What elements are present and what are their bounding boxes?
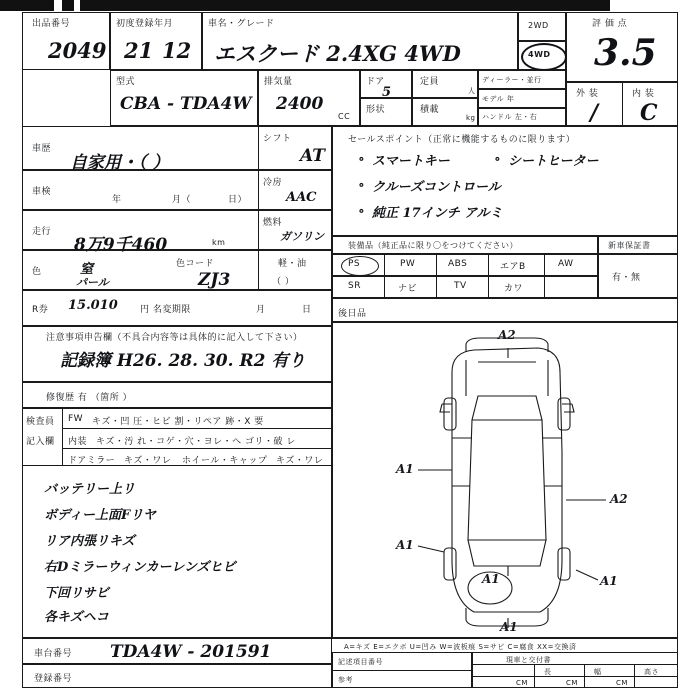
equipment-title: 装備品（純正品に限り〇をつけてください） xyxy=(348,241,518,250)
interior-value: C xyxy=(640,100,658,126)
model-year-label: モデル 年 xyxy=(482,95,515,103)
sales-point-title: セールスポイント（正常に機能するものに限ります） xyxy=(348,135,576,145)
hand-note-2: リア内張リキズ xyxy=(44,534,135,549)
grade-value: 3.5 xyxy=(594,32,657,74)
sales-point-bullet-0: ∘ xyxy=(358,152,365,167)
footer-unit-3: CM xyxy=(616,679,628,687)
footer-unit-1: CM xyxy=(516,679,528,687)
sales-point-item-2: クルーズコントロール xyxy=(372,180,501,195)
sales-point-item-1: シートヒーター xyxy=(508,154,599,169)
inspector-inner: キズ・汚 れ・コゲ・穴・ヨレ・へ ゴリ・破 レ xyxy=(96,437,296,447)
color-value: 窒 xyxy=(80,262,94,277)
diagram-mark-a2-right: A2 xyxy=(610,492,628,506)
sales-point-bullet-3: ∘ xyxy=(358,204,365,219)
tax-label: 円 名変期限 xyxy=(140,305,191,315)
footer-small-left-h xyxy=(332,670,472,671)
ac-label: 冷房 xyxy=(263,178,283,188)
later-label: 後日品 xyxy=(338,309,367,319)
fuel-sub-value: （ ） xyxy=(272,277,295,287)
inspector-fw-label: FW xyxy=(68,414,84,424)
inspector-wheel: キズ・ワレ xyxy=(276,456,324,466)
shift-value: AT xyxy=(300,146,325,166)
type-label: 型式 xyxy=(116,77,136,87)
repair-label: 修復歴 有 （箇所 ） xyxy=(46,393,133,403)
notes-value: 記録簿 H26. 28. 30. R2 有り xyxy=(60,351,306,371)
footer-col-v2 xyxy=(584,664,585,688)
tax-day: 日 xyxy=(302,305,312,315)
diagram-mark-a1-right: A1 xyxy=(600,574,618,588)
hand-note-5: 各キズヘコ xyxy=(44,610,109,625)
footer-legend: A=キズ E=エクボ U=凹み W=波板痕 S=サビ C=腐食 XX=交換済 xyxy=(344,643,577,651)
color-code-label: 色コード xyxy=(176,259,215,269)
footer-unit-2: CM xyxy=(566,679,578,687)
equip-pw: PW xyxy=(400,259,416,269)
load-unit: kg xyxy=(466,114,476,122)
footer-small-2: 参考 xyxy=(338,676,353,684)
handle-label: ハンドル 左・右 xyxy=(482,113,538,121)
color-label: 色 xyxy=(32,267,42,277)
exterior-value: / xyxy=(590,100,599,126)
diagram-mark-a1-left: A1 xyxy=(396,462,414,476)
sales-point-item-0: スマートキー xyxy=(372,154,450,169)
dealer-label: ディーラー・並行 xyxy=(482,76,542,84)
usage-label: 車歴 xyxy=(32,144,52,154)
recycle-label: R券 xyxy=(32,305,49,315)
equip-sr: SR xyxy=(348,281,361,291)
footer-small-right-h1 xyxy=(472,664,678,665)
first-reg-label: 初度登録年月 xyxy=(116,19,174,29)
inspector-inner-label: 内装 xyxy=(68,437,88,447)
shape-label: 形状 xyxy=(366,105,386,115)
inspector-outer: キズ・凹 圧・ヒビ 割・リペア 跡・X 要 xyxy=(92,417,264,427)
fuel-value: ガソリン xyxy=(280,230,324,243)
footer-small-1: 記述項目番号 xyxy=(338,658,383,666)
inspection-day: 日） xyxy=(228,195,248,205)
inspector-label-1: 検査員 xyxy=(26,417,55,427)
inspector-door-label: ドアミラー xyxy=(68,456,116,466)
sales-point-item-3: 純正 17インチ アルミ xyxy=(372,206,503,221)
exterior-label: 外 装 xyxy=(576,89,599,99)
equip-abs: ABS xyxy=(448,259,468,269)
equip-airbag: エアB xyxy=(500,262,526,272)
door-value: 5 xyxy=(382,85,392,100)
load-label: 積載 xyxy=(420,105,440,115)
footer-col-0: 長 xyxy=(544,668,552,676)
inspection-label: 車検 xyxy=(32,187,52,197)
displacement-unit: CC xyxy=(338,112,351,121)
hand-note-4: 下回リサビ xyxy=(44,586,109,601)
inspector-door: キズ・ワレ xyxy=(124,456,172,466)
diagram-mark-a1-left2: A1 xyxy=(396,538,414,552)
vin-value: TDA4W - 201591 xyxy=(110,642,272,662)
mileage-unit: km xyxy=(212,238,226,247)
inspector-wheel-label: ホイール・キャップ xyxy=(182,456,268,466)
equip-aw: AW xyxy=(558,259,574,269)
color-code-value: ZJ3 xyxy=(198,270,231,290)
hand-note-0: バッテリー上リ xyxy=(44,482,136,497)
lot-value: 2049 xyxy=(48,38,107,63)
model-grade-value: エスクード 2.4XG 4WD xyxy=(214,41,461,66)
diagram-mark-a1-center: A1 xyxy=(482,572,500,586)
fuel-sub-label: 軽・油 xyxy=(278,259,307,269)
footer-col-1: 幅 xyxy=(594,668,602,676)
usage-value: 自家用・（ ） xyxy=(70,153,170,173)
equip-tv: TV xyxy=(454,281,467,291)
ac-value: AAC xyxy=(286,190,317,205)
inspector-label-2: 記入欄 xyxy=(26,437,55,447)
sales-point-bullet-2: ∘ xyxy=(358,178,365,193)
lot-label: 出品番号 xyxy=(32,19,71,29)
displacement-value: 2400 xyxy=(276,94,324,114)
mileage-label: 走行 xyxy=(32,227,52,237)
inspection-year: 年 xyxy=(112,195,122,205)
grade-label: 評 価 点 xyxy=(592,19,628,29)
equip-ps: PS xyxy=(348,259,361,269)
notes-title: 注意事項申告欄（不具合内容等は具体的に記入して下さい） xyxy=(46,333,303,343)
diagram-mark-a2-top: A2 xyxy=(498,328,516,342)
capacity-unit: 人 xyxy=(468,87,476,95)
first-reg-year: 21 xyxy=(124,38,154,63)
footer-col-2: 高さ xyxy=(644,668,659,676)
type-value: CBA - TDA4W xyxy=(120,94,252,114)
footer-col-v1 xyxy=(534,664,535,688)
mileage-value: 8万9千460 xyxy=(74,235,168,255)
warranty-options: 有・無 xyxy=(612,273,641,283)
fuel-label: 燃料 xyxy=(263,218,283,228)
footer-divider xyxy=(332,638,678,639)
sales-point-bullet-1: ∘ xyxy=(494,152,501,167)
hand-note-3: 右Dミラーウィンカーレンズヒビ xyxy=(44,560,236,575)
drive-2wd-label: 2WD xyxy=(528,21,549,30)
recycle-value: 15.010 xyxy=(68,298,118,313)
tax-month: 月 xyxy=(256,305,266,315)
inspection-month: 月（ xyxy=(172,195,192,205)
hand-note-1: ボディー上面Fリヤ xyxy=(44,508,156,523)
displacement-label: 排気量 xyxy=(264,77,293,87)
door-label: ドア xyxy=(366,77,385,87)
footer-col-v3 xyxy=(634,664,635,688)
vin-label: 車台番号 xyxy=(34,649,73,659)
reg-label: 登録番号 xyxy=(34,674,73,684)
shift-label: シフト xyxy=(263,134,292,144)
capacity-label: 定員 xyxy=(420,77,440,87)
footer-small-3: 現車と交付書 xyxy=(506,656,551,664)
drive-4wd-label: 4WD xyxy=(528,50,551,59)
color-sub: パール xyxy=(76,276,109,289)
model-grade-label: 車名・グレード xyxy=(208,19,275,29)
equip-navi: ナビ xyxy=(398,284,418,294)
warranty-title: 新車保証書 xyxy=(608,241,651,250)
diagram-mark-a1-bottom: A1 xyxy=(500,620,518,634)
first-reg-month: 12 xyxy=(162,38,192,63)
interior-label: 内 装 xyxy=(632,89,655,99)
equip-kawa: カワ xyxy=(504,284,524,294)
